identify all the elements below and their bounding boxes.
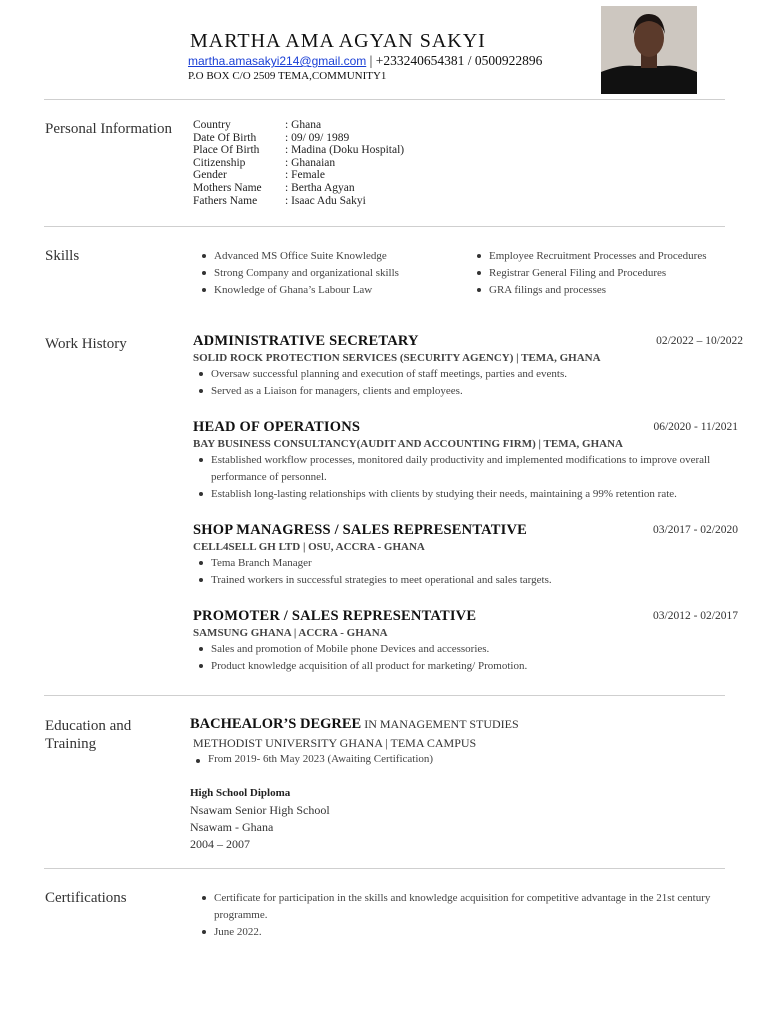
job-bullets: [193, 555, 713, 589]
info-label: Date Of Birth: [193, 131, 257, 144]
list-item: Oversaw successful planning and execution of staff meetings, parties and events.: [193, 366, 713, 383]
list-item: Advanced MS Office Suite Knowledge: [196, 248, 456, 265]
info-label: Mothers Name: [193, 181, 262, 194]
section-certifications: Certifications: [45, 890, 127, 906]
candidate-name: MARTHA AMA AGYAN SAKYI: [190, 30, 486, 52]
job-entry: [193, 419, 738, 502]
list-item: Registrar General Filing and Procedures: [471, 265, 741, 282]
hs-location: Nsawam - Ghana: [190, 820, 274, 834]
list-item: Tema Branch Manager: [193, 555, 713, 572]
job-dates: 03/2017 - 02/2020: [653, 524, 738, 536]
section-work-history: Work History: [45, 336, 127, 352]
job-title: ADMINISTRATIVE SECRETARY: [193, 333, 419, 349]
skills-list-right: [471, 248, 741, 299]
job-dates: 06/2020 - 11/2021: [653, 421, 738, 433]
job-dates: 02/2022 – 10/2022: [656, 335, 743, 347]
job-bullets: [193, 641, 713, 675]
hs-school: Nsawam Senior High School: [190, 803, 330, 817]
university-name: METHODIST UNIVERSITY GHANA | TEMA CAMPUS: [193, 736, 477, 750]
list-item: Certificate for participation in the skills and knowledge acquisition for competitive advantage in the 21st century programme.: [196, 890, 716, 924]
hs-title: High School Diploma: [190, 787, 291, 799]
list-item: Employee Recruitment Processes and Procedures: [471, 248, 741, 265]
contact-line: [188, 53, 542, 69]
education-degree: [190, 715, 730, 765]
info-value: : Madina (Doku Hospital): [285, 144, 405, 157]
divider: [44, 695, 725, 696]
job-entry: [193, 522, 738, 589]
degree-bullets: [190, 753, 730, 765]
profile-photo: [601, 6, 697, 94]
list-item: From 2019- 6th May 2023 (Awaiting Certification): [190, 753, 730, 765]
info-row: [193, 132, 404, 145]
info-value: : Isaac Adu Sakyi: [285, 194, 366, 207]
skills-list-left: [196, 248, 456, 299]
job-bullets: [193, 366, 713, 400]
job-entry: [193, 608, 738, 675]
divider: [44, 868, 725, 869]
info-row: [193, 169, 404, 182]
info-row: [193, 195, 404, 208]
info-label: Place Of Birth: [193, 144, 260, 157]
info-value: : Female: [285, 169, 325, 182]
info-value: : 09/ 09/ 1989: [285, 131, 350, 144]
list-item: Product knowledge acquisition of all product for marketing/ Promotion.: [193, 658, 713, 675]
list-item: Strong Company and organizational skills: [196, 265, 456, 282]
info-label: Country: [193, 119, 231, 131]
job-company: SOLID ROCK PROTECTION SERVICES (SECURITY AGENCY) | TEMA, GHANA: [193, 352, 601, 364]
list-item: Establish long-lasting relationships with clients by studying their needs, maintaining a 99% retention rate.: [193, 486, 713, 503]
info-value: : Ghanaian: [285, 156, 336, 169]
job-bullets: [193, 452, 713, 502]
list-item: June 2022.: [196, 924, 716, 941]
section-skills: Skills: [45, 248, 80, 264]
email-link[interactable]: martha.amasakyi214@gmail.com: [188, 54, 367, 68]
info-value: : Ghana: [285, 119, 322, 131]
job-title: HEAD OF OPERATIONS: [193, 419, 361, 435]
education-high-school: [190, 785, 490, 853]
job-company: BAY BUSINESS CONSULTANCY(AUDIT AND ACCOUNTING FIRM) | TEMA, GHANA: [193, 438, 623, 450]
personal-info-list: [193, 119, 404, 207]
info-label: Citizenship: [193, 156, 246, 169]
info-label: Gender: [193, 169, 227, 182]
section-personal-information: Personal Information: [45, 121, 173, 137]
section-education: Education and Training: [45, 718, 132, 752]
list-item: Sales and promotion of Mobile phone Devices and accessories.: [193, 641, 713, 658]
divider: [44, 226, 725, 227]
job-title: SHOP MANAGRESS / SALES REPRESENTATIVE: [193, 522, 527, 538]
job-company: CELL4SELL GH LTD | OSU, ACCRA - GHANA: [193, 541, 425, 553]
list-item: Established workflow processes, monitored daily productivity and implemented modifications to improve overall performance of personnel.: [193, 452, 713, 486]
job-entry: [193, 333, 743, 400]
phone-numbers: | +233240654381 / 0500922896: [366, 53, 543, 68]
info-label: Fathers Name: [193, 194, 258, 207]
info-value: : Bertha Agyan: [285, 181, 355, 194]
list-item: Served as a Liaison for managers, clients and employees.: [193, 383, 713, 400]
info-row: [193, 119, 404, 132]
info-row: [193, 144, 404, 157]
divider: [44, 99, 725, 100]
info-row: [193, 182, 404, 195]
job-title: PROMOTER / SALES REPRESENTATIVE: [193, 608, 477, 624]
list-item: GRA filings and processes: [471, 282, 741, 299]
degree-field: IN MANAGEMENT STUDIES: [361, 717, 519, 731]
info-row: [193, 157, 404, 170]
certifications-list: [196, 890, 716, 941]
list-item: Knowledge of Ghana’s Labour Law: [196, 282, 456, 299]
hs-years: 2004 – 2007: [190, 837, 250, 851]
list-item: Trained workers in successful strategies to meet operational and sales targets.: [193, 572, 713, 589]
job-dates: 03/2012 - 02/2017: [653, 610, 738, 622]
degree-title: BACHEALOR’S DEGREE: [190, 716, 362, 732]
job-company: SAMSUNG GHANA | ACCRA - GHANA: [193, 627, 388, 639]
postal-address: P.O BOX C/O 2509 TEMA,COMMUNITY1: [188, 70, 387, 82]
